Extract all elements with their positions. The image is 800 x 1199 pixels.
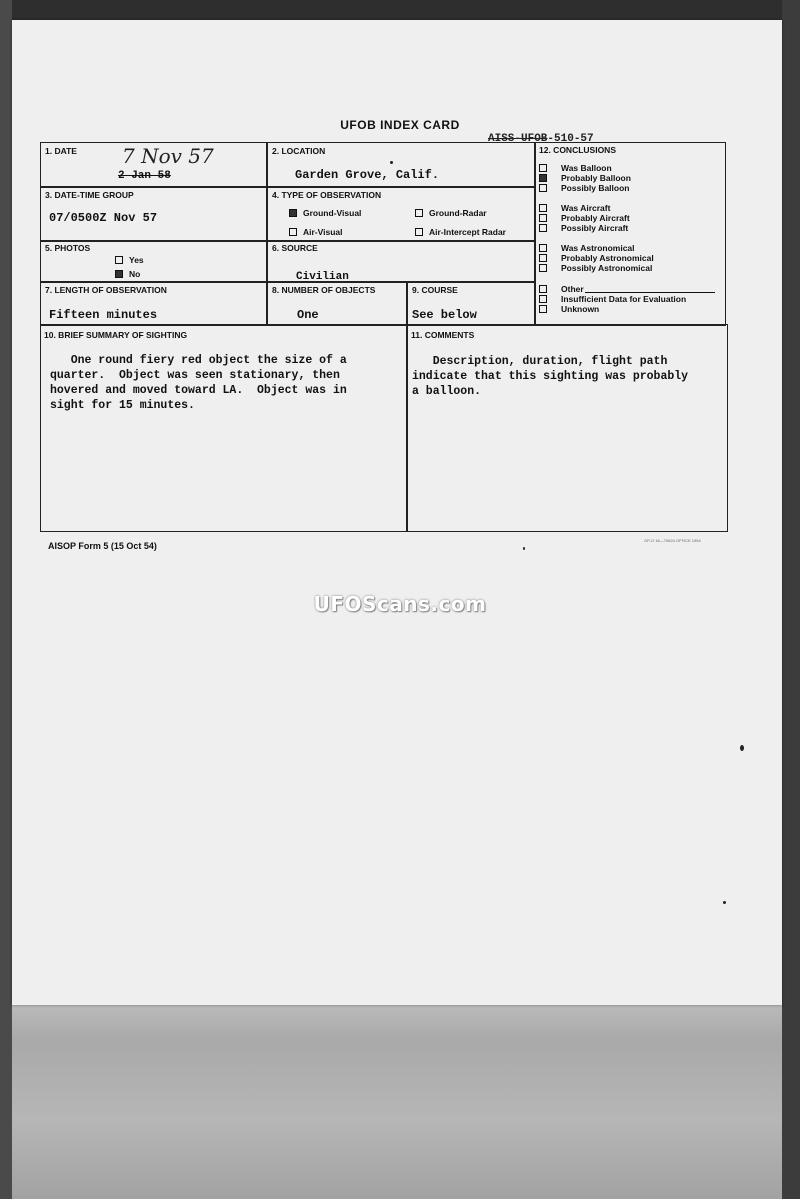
date-struck: 2 Jan 58 [118, 170, 171, 182]
scan-speck [390, 161, 393, 164]
length-label: 7. LENGTH OF OBSERVATION [45, 285, 167, 295]
checkbox-icon [539, 224, 547, 232]
project-number: AISS-UFOB-510-57 [488, 133, 594, 145]
conclusion-other: Other [539, 284, 715, 294]
conclusion-possibly-astronomical: Possibly Astronomical [539, 263, 652, 273]
conclusion-probably-balloon: Probably Balloon [539, 173, 631, 183]
conclusion-probably-aircraft: Probably Aircraft [539, 213, 630, 223]
objects-value: One [297, 308, 319, 322]
length-value: Fifteen minutes [49, 308, 158, 322]
conclusion-possibly-aircraft: Possibly Aircraft [539, 223, 628, 233]
conclusion-unknown: Unknown [539, 304, 599, 314]
checkbox-icon [289, 228, 297, 236]
checkbox-icon [539, 264, 547, 272]
checkbox-icon [539, 184, 547, 192]
conclusion-probably-astronomical: Probably Astronomical [539, 253, 654, 263]
scan-speck [740, 745, 744, 751]
checkbox-icon [539, 244, 547, 252]
observation-type-label: 4. TYPE OF OBSERVATION [272, 190, 382, 200]
summary-line: One round fiery red object the size of a [50, 354, 347, 367]
checkbox-icon [539, 164, 547, 172]
scan-border-top [0, 0, 800, 22]
other-fill-line [585, 285, 715, 293]
comments-line: a balloon. [412, 385, 482, 398]
card-title: UFOB INDEX CARD [340, 118, 460, 132]
conclusion-possibly-balloon: Possibly Balloon [539, 183, 630, 193]
checkbox-icon [115, 256, 123, 264]
conclusion-insufficient-data: Insufficient Data for Evaluation [539, 294, 686, 304]
conclusion-was-balloon: Was Balloon [539, 163, 612, 173]
course-label: 9. COURSE [412, 285, 458, 295]
printer-imprint: GP-O 16—70624 OFFICE 1954 [644, 538, 701, 543]
course-value: See below [412, 308, 477, 322]
option-ground-radar: Ground-Radar [415, 208, 487, 218]
conclusion-was-astronomical: Was Astronomical [539, 243, 635, 253]
dtg-value: 07/0500Z Nov 57 [49, 211, 158, 225]
source-value: Civilian [296, 271, 349, 283]
option-ground-visual: Ground-Visual [289, 208, 361, 218]
option-air-intercept-radar: Air-Intercept Radar [415, 227, 506, 237]
option-air-visual: Air-Visual [289, 227, 343, 237]
checkbox-icon [539, 305, 547, 313]
comments-line: indicate that this sighting was probably [412, 370, 689, 383]
checkbox-icon [539, 295, 547, 303]
checkbox-icon [539, 254, 547, 262]
summary-line: quarter. Object was seen stationary, then [50, 369, 340, 382]
dtg-label: 3. DATE-TIME GROUP [45, 190, 134, 200]
checkbox-icon [539, 214, 547, 222]
date-label: 1. DATE [45, 146, 77, 156]
checkbox-icon [539, 285, 547, 293]
conclusions-label: 12. CONCLUSIONS [539, 145, 616, 155]
checkbox-icon [289, 209, 297, 217]
checkbox-icon [115, 270, 123, 278]
summary-label: 10. BRIEF SUMMARY OF SIGHTING [44, 330, 188, 340]
comments-line: Description, duration, flight path [412, 355, 668, 368]
checkbox-icon [539, 174, 547, 182]
scan-speck [523, 547, 525, 550]
summary-line: sight for 15 minutes. [50, 399, 195, 412]
watermark: UFOScans.com [313, 592, 487, 616]
location-label: 2. LOCATION [272, 146, 326, 156]
checkbox-icon [539, 204, 547, 212]
form-identifier: AISOP Form 5 (15 Oct 54) [48, 541, 157, 551]
objects-label: 8. NUMBER OF OBJECTS [272, 285, 376, 295]
conclusion-was-aircraft: Was Aircraft [539, 203, 610, 213]
photos-label: 5. PHOTOS [45, 243, 91, 253]
scan-speck [723, 901, 726, 904]
comments-label: 11. COMMENTS [411, 330, 475, 340]
checkbox-icon [415, 228, 423, 236]
option-photos-yes: Yes [115, 255, 144, 265]
date-handwritten: 7 Nov 57 [122, 144, 214, 168]
scan-background-bottom [0, 1000, 800, 1199]
checkbox-icon [415, 209, 423, 217]
option-photos-no: No [115, 269, 140, 279]
location-value: Garden Grove, Calif. [295, 168, 440, 182]
summary-line: hovered and moved toward LA. Object was in [50, 384, 347, 397]
source-label: 6. SOURCE [272, 243, 318, 253]
